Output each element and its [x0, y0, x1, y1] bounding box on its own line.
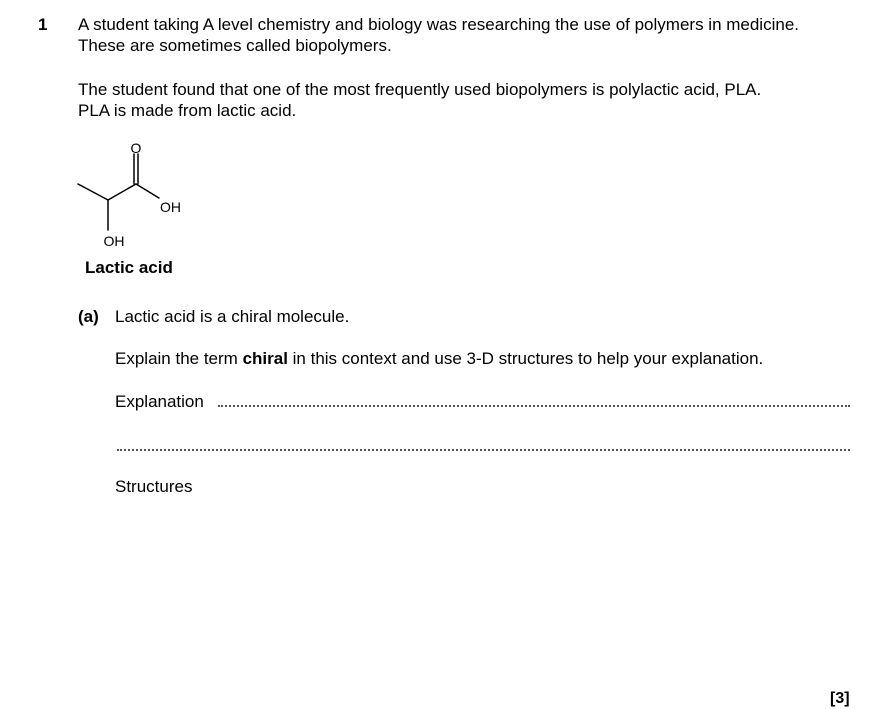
part-a-label: (a) [78, 307, 99, 326]
bond-carboxyl-oh [136, 184, 159, 198]
context-line-2: PLA is made from lactic acid. [78, 101, 297, 120]
lactic-acid-structure [74, 138, 204, 254]
marks-allocation: [3] [830, 690, 850, 707]
question-number: 1 [38, 15, 48, 34]
molecule-caption: Lactic acid [85, 258, 173, 277]
atom-oh-bottom: OH [103, 233, 125, 249]
context-line-1: The student found that one of the most frequently used biopolymers is polylactic acid, PLA. [78, 80, 762, 99]
explanation-answer-line-1[interactable] [218, 405, 850, 407]
bond-chiral-carboxyl [108, 184, 136, 200]
bond-methyl [78, 184, 108, 200]
intro-line-1: A student taking A level chemistry and biology was researching the use of polymers in medicine. [78, 15, 799, 34]
atom-oh-right: OH [160, 199, 181, 215]
intro-paragraph [78, 14, 868, 56]
instruction-post: in this context and use 3-D structures to help your explanation. [287, 349, 764, 368]
structures-label: Structures [115, 477, 193, 496]
instruction-keyword: chiral [242, 349, 288, 368]
instruction-pre: Explain the term [115, 349, 243, 368]
part-a-statement: Lactic acid is a chiral molecule. [115, 307, 350, 326]
intro-line-2: These are sometimes called biopolymers. [78, 36, 392, 55]
atom-o: O [130, 140, 142, 156]
explanation-answer-line-2[interactable] [117, 449, 850, 451]
context-paragraph [78, 79, 868, 121]
part-a-instruction [115, 348, 763, 369]
explanation-label: Explanation [115, 392, 204, 411]
